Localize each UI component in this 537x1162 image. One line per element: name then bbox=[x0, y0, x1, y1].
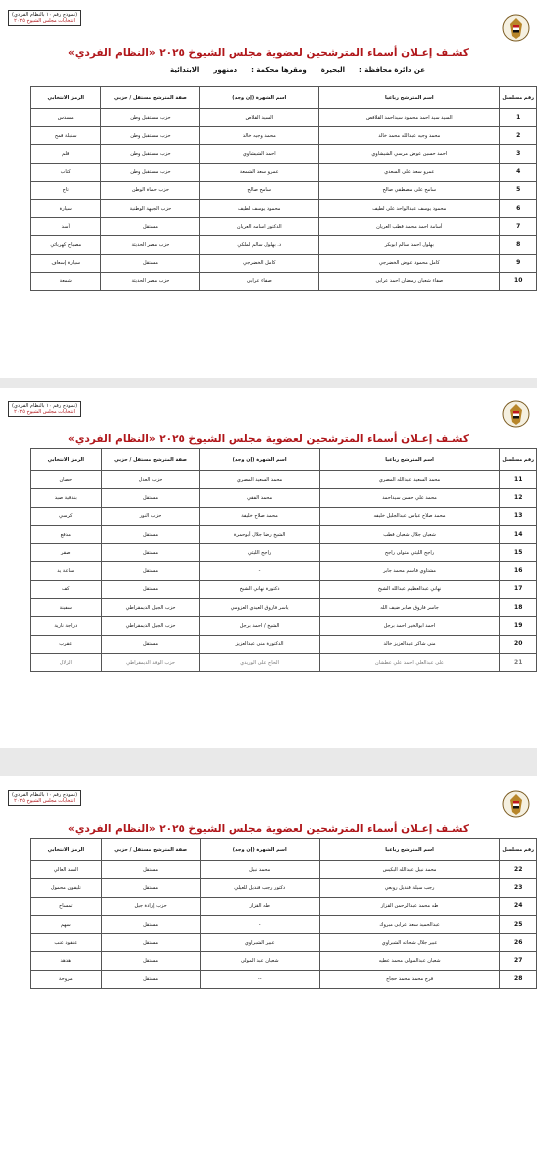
stamp-line-2: انتخابات مجلس الشيوخ ٢٠٢٥ bbox=[14, 18, 75, 24]
cell-nickname: - bbox=[200, 915, 319, 933]
cell-nickname: محمد نبيل bbox=[200, 861, 319, 879]
cell-nickname: محمود يوسف لطيف bbox=[200, 199, 319, 217]
cell-nickname: راجح الليثي bbox=[200, 544, 319, 562]
cell-nickname: دكتور رجب قنديل للعيلي bbox=[200, 879, 319, 897]
table-row bbox=[31, 272, 537, 290]
cell-type: مستقل bbox=[101, 952, 200, 970]
cell-nickname: السيد القلاص bbox=[200, 109, 319, 127]
cell-nickname: احمد الشيشاوي bbox=[200, 145, 319, 163]
header-type: صفة المترشح مستقل / حزبي bbox=[101, 839, 200, 861]
cell-nickname: - bbox=[200, 562, 319, 580]
cell-symbol: مدفع bbox=[31, 525, 102, 543]
table-header-row bbox=[31, 449, 537, 471]
stamp-line-1: (نموذج رقم ١٠ بالنظام الفردي) bbox=[12, 792, 78, 798]
cell-name: سامح على مصطفي صالح bbox=[319, 181, 500, 199]
form-stamp bbox=[8, 401, 81, 417]
cell-nickname: د. بهلول سالم لملكي bbox=[200, 236, 319, 254]
header-name: اسم المترشح رباعيا bbox=[319, 449, 500, 471]
cell-type: مستقل bbox=[101, 525, 200, 543]
table-row bbox=[31, 617, 537, 635]
cell-type: مستقل bbox=[101, 934, 200, 952]
header-type: صفة المترشح مستقل / حزبي bbox=[101, 449, 200, 471]
table-row bbox=[31, 236, 537, 254]
cell-name: كامل محمود عوض الخضرجي bbox=[319, 254, 500, 272]
cell-serial: 21 bbox=[500, 653, 537, 671]
cell-type: مستقل bbox=[101, 489, 200, 507]
cell-symbol: كف bbox=[31, 580, 102, 598]
cell-name: احمد ابوالخير احمد برجل bbox=[319, 617, 500, 635]
cell-serial: 19 bbox=[500, 617, 537, 635]
cell-nickname: سامح صالح bbox=[200, 181, 319, 199]
court-label: ومقرها محكمة : bbox=[251, 66, 307, 74]
document-page-2 bbox=[0, 388, 537, 748]
cell-name: أسامة احمد محمد قطب العريان bbox=[319, 218, 500, 236]
cell-name: مشتاوي قاسم محمد جابر bbox=[319, 562, 500, 580]
cell-nickname: صفاء عرابى bbox=[200, 272, 319, 290]
cell-serial: 27 bbox=[500, 952, 537, 970]
table-row bbox=[31, 580, 537, 598]
cell-type: حزب النور bbox=[101, 507, 200, 525]
cell-symbol: تمساح bbox=[31, 897, 102, 915]
court-type: الابتدائية bbox=[170, 66, 200, 74]
cell-serial: 17 bbox=[500, 580, 537, 598]
document-page-1 bbox=[0, 0, 537, 378]
cell-nickname: الشيخ / احمد برجل bbox=[200, 617, 319, 635]
cell-symbol: حصان bbox=[31, 471, 102, 489]
stamp-line-1: (نموذج رقم ١٠ بالنظام الفردي) bbox=[12, 12, 78, 18]
cell-type: مستقل bbox=[101, 562, 200, 580]
cell-serial: 22 bbox=[500, 861, 537, 879]
cell-name: بهلول احمد سالم ابوبكر bbox=[319, 236, 500, 254]
cell-name: صفاء شعبان رمضان احمد عرابى bbox=[319, 272, 500, 290]
cell-name: فرج محمد محمد حجاج bbox=[319, 970, 500, 988]
header-nickname: اسم الشهرة (إن وجد) bbox=[200, 87, 319, 109]
stamp-line-2: انتخابات مجلس الشيوخ ٢٠٢٥ bbox=[14, 798, 75, 804]
cell-name: نهاني عبدالعظيم عبدالله الشيخ bbox=[319, 580, 500, 598]
header-name: اسم المترشح رباعيا bbox=[319, 839, 500, 861]
cell-symbol: سفينة bbox=[31, 599, 102, 617]
cell-symbol: الزلال bbox=[31, 653, 102, 671]
cell-symbol: مصباح كهربائي bbox=[31, 236, 101, 254]
cell-symbol: مسدس bbox=[31, 109, 101, 127]
table-row bbox=[31, 599, 537, 617]
cell-nickname: كامل الخضرجي bbox=[200, 254, 319, 272]
cell-type: حزب مستقبل وطن bbox=[101, 163, 200, 181]
cell-name: محمود يوسف عبدالواحد على لطيف bbox=[319, 199, 500, 217]
cell-type: حزب مصر الحديثة bbox=[101, 236, 200, 254]
cell-symbol: عقرب bbox=[31, 635, 102, 653]
header-symbol: الرمز الانتخابي bbox=[31, 839, 102, 861]
cell-name: راجح الليثي متولى راجح bbox=[319, 544, 500, 562]
cell-serial: 12 bbox=[500, 489, 537, 507]
cell-type: مستقل bbox=[101, 580, 200, 598]
cell-type: حزب الجيل الديمقراطي bbox=[101, 617, 200, 635]
cell-name: عمرو سعد على السعدي bbox=[319, 163, 500, 181]
cell-serial: 7 bbox=[500, 218, 537, 236]
cell-name: على عبدالعلي احمد علي عطشان bbox=[319, 653, 500, 671]
cell-symbol: كرسي bbox=[31, 507, 102, 525]
cell-nickname: شعبان عبد المولى bbox=[200, 952, 319, 970]
table-row bbox=[31, 653, 537, 671]
cell-serial: 11 bbox=[500, 471, 537, 489]
cell-nickname: محمد الفقي bbox=[200, 489, 319, 507]
table-row bbox=[31, 934, 537, 952]
table-row bbox=[31, 163, 537, 181]
cell-type: حزب الجيل الديمقراطي bbox=[101, 599, 200, 617]
cell-name: محمد وجيه عبدالله محمد خالد bbox=[319, 127, 500, 145]
cell-type: مستقل bbox=[101, 218, 200, 236]
egypt-emblem-icon bbox=[501, 12, 531, 44]
cell-name: جاسر فاروق صابر ضيف الله bbox=[319, 599, 500, 617]
table-row bbox=[31, 970, 537, 988]
candidates-table bbox=[30, 86, 537, 291]
table-row bbox=[31, 489, 537, 507]
cell-serial: 16 bbox=[500, 562, 537, 580]
cell-serial: 5 bbox=[500, 181, 537, 199]
table-row bbox=[31, 127, 537, 145]
district-line bbox=[156, 66, 425, 74]
cell-type: حزب إرادة جيل bbox=[101, 897, 200, 915]
cell-symbol: ساعة يد bbox=[31, 562, 102, 580]
cell-nickname: الحاج على الوريدي bbox=[200, 653, 319, 671]
table-row bbox=[31, 145, 537, 163]
document-page-3 bbox=[0, 776, 537, 1162]
cell-symbol: عنقود عنب bbox=[31, 934, 102, 952]
cell-symbol: سيارة إسعاف bbox=[31, 254, 101, 272]
table-row bbox=[31, 525, 537, 543]
header-name: اسم المترشح رباعيا bbox=[319, 87, 500, 109]
cell-symbol: سنبلة قمح bbox=[31, 127, 101, 145]
cell-symbol: كتاب bbox=[31, 163, 101, 181]
table-header-row bbox=[31, 87, 537, 109]
header-serial: رقم مسلسل bbox=[500, 839, 537, 861]
district-gov: البحيرة bbox=[320, 66, 346, 74]
cell-name: احمد حسين عوض مرسي الشيشاوي bbox=[319, 145, 500, 163]
cell-serial: 8 bbox=[500, 236, 537, 254]
cell-type: مستقل bbox=[101, 970, 200, 988]
cell-symbol: أسد bbox=[31, 218, 101, 236]
cell-type: مستقل bbox=[101, 879, 200, 897]
header-nickname: اسم الشهرة (إن وجد) bbox=[200, 449, 319, 471]
form-stamp bbox=[8, 790, 81, 806]
cell-serial: 6 bbox=[500, 199, 537, 217]
cell-serial: 26 bbox=[500, 934, 537, 952]
cell-type: حزب حماة الوطن bbox=[101, 181, 200, 199]
cell-serial: 28 bbox=[500, 970, 537, 988]
cell-symbol: قلم bbox=[31, 145, 101, 163]
cell-nickname: عبير الشبراوي bbox=[200, 934, 319, 952]
table-header-row bbox=[31, 839, 537, 861]
cell-nickname: دكتورة نهاني الشيخ bbox=[200, 580, 319, 598]
cell-serial: 13 bbox=[500, 507, 537, 525]
cell-nickname: محمد السعيد المصري bbox=[200, 471, 319, 489]
cell-type: حزب مصر الحديثة bbox=[101, 272, 200, 290]
table-row bbox=[31, 254, 537, 272]
cell-symbol: تاج bbox=[31, 181, 101, 199]
cell-type: حزب الجبهة الوطنية bbox=[101, 199, 200, 217]
cell-serial: 18 bbox=[500, 599, 537, 617]
cell-name: شعبان عبدالمولى محمد عطيه bbox=[319, 952, 500, 970]
cell-serial: 9 bbox=[500, 254, 537, 272]
cell-name: منى شاكر عبدالعزيز خالد bbox=[319, 635, 500, 653]
cell-type: مستقل bbox=[101, 915, 200, 933]
cell-type: حزب مستقبل وطن bbox=[101, 109, 200, 127]
cell-serial: 10 bbox=[500, 272, 537, 290]
cell-symbol: صقر bbox=[31, 544, 102, 562]
cell-symbol: شمعة bbox=[31, 272, 101, 290]
cell-name: محمد السعيد عبدالله المصري bbox=[319, 471, 500, 489]
cell-symbol: تليفون محمول bbox=[31, 879, 102, 897]
court-name: دمنهور bbox=[213, 66, 238, 74]
table-row bbox=[31, 199, 537, 217]
header-type: صفة المترشح مستقل / حزبي bbox=[101, 87, 200, 109]
table-row bbox=[31, 544, 537, 562]
cell-name: عبدالحميد سعد عرابى مبروك bbox=[319, 915, 500, 933]
header-serial: رقم مسلسل bbox=[500, 449, 537, 471]
egypt-emblem-icon bbox=[501, 398, 531, 430]
table-row bbox=[31, 218, 537, 236]
cell-serial: 2 bbox=[500, 127, 537, 145]
cell-name: رجب سيلة قنديل روبعي bbox=[319, 879, 500, 897]
cell-name: محمد علي حسن سيداحمد bbox=[319, 489, 500, 507]
cell-name: شعبان جلال شعبان قطب bbox=[319, 525, 500, 543]
table-row bbox=[31, 915, 537, 933]
cell-name: السيد سيد احمد محمود سيداحمد القلاقص bbox=[319, 109, 500, 127]
cell-type: مستقل bbox=[101, 635, 200, 653]
table-row bbox=[31, 507, 537, 525]
egypt-emblem-icon bbox=[501, 788, 531, 820]
cell-nickname: الشيخ رضا جلال أبوحمرة bbox=[200, 525, 319, 543]
candidates-table bbox=[30, 838, 537, 989]
table-row bbox=[31, 471, 537, 489]
cell-type: حزب العدل bbox=[101, 471, 200, 489]
cell-nickname: محمد صلاح خليفة bbox=[200, 507, 319, 525]
table-row bbox=[31, 897, 537, 915]
table-row bbox=[31, 562, 537, 580]
cell-nickname: محمد وجيه خالد bbox=[200, 127, 319, 145]
district-label: عن دائرة محافظة : bbox=[359, 66, 425, 74]
table-row bbox=[31, 109, 537, 127]
cell-type: مستقل bbox=[101, 861, 200, 879]
cell-symbol: سهم bbox=[31, 915, 102, 933]
cell-type: مستقل bbox=[101, 544, 200, 562]
cell-symbol: السد العالي bbox=[31, 861, 102, 879]
cell-name: محمد صلاح عباس عبدالجليل خليفه bbox=[319, 507, 500, 525]
cell-type: مستقل bbox=[101, 254, 200, 272]
cell-serial: 24 bbox=[500, 897, 537, 915]
page-title: كشـف إعـلان أسماء المترشحين لعضوية مجلس الشيوخ ٢٠٢٥ «النظام الفردي» bbox=[68, 823, 469, 835]
cell-serial: 14 bbox=[500, 525, 537, 543]
cell-nickname: ياسر فاروق العيدي العزومي bbox=[200, 599, 319, 617]
cell-nickname: عمرو سعد الشمعة bbox=[200, 163, 319, 181]
cell-nickname: الدكتورة منى عبدالعزيز bbox=[200, 635, 319, 653]
header-nickname: اسم الشهرة (إن وجد) bbox=[200, 839, 319, 861]
cell-symbol: سيارة bbox=[31, 199, 101, 217]
header-serial: رقم مسلسل bbox=[500, 87, 537, 109]
table-row bbox=[31, 635, 537, 653]
stamp-line-1: (نموذج رقم ١٠ بالنظام الفردي) bbox=[12, 403, 78, 409]
cell-serial: 25 bbox=[500, 915, 537, 933]
cell-type: حزب مستقبل وطن bbox=[101, 145, 200, 163]
cell-nickname: -- bbox=[200, 970, 319, 988]
cell-nickname: طه القزاز bbox=[200, 897, 319, 915]
cell-name: محمد نبيل عبدالله البكيس bbox=[319, 861, 500, 879]
cell-name: طه محمد عبدالرحمن القزاز bbox=[319, 897, 500, 915]
page-title: كشـف إعـلان أسماء المترشحين لعضوية مجلس الشيوخ ٢٠٢٥ «النظام الفردي» bbox=[68, 47, 469, 59]
cell-serial: 4 bbox=[500, 163, 537, 181]
table-row bbox=[31, 861, 537, 879]
cell-name: عبير جلال شحاته الشبراوي bbox=[319, 934, 500, 952]
cell-nickname: الدكتور اسامه العريان bbox=[200, 218, 319, 236]
table-row bbox=[31, 879, 537, 897]
cell-serial: 20 bbox=[500, 635, 537, 653]
cell-symbol: هدهد bbox=[31, 952, 102, 970]
cell-type: حزب الوفد الديمقراطي bbox=[101, 653, 200, 671]
table-row bbox=[31, 181, 537, 199]
cell-symbol: مروحة bbox=[31, 970, 102, 988]
cell-serial: 1 bbox=[500, 109, 537, 127]
form-stamp bbox=[8, 10, 81, 26]
candidates-table bbox=[30, 448, 537, 672]
header-symbol: الرمز الانتخابي bbox=[31, 87, 101, 109]
cell-serial: 15 bbox=[500, 544, 537, 562]
cell-serial: 23 bbox=[500, 879, 537, 897]
cell-symbol: دراجة نارية bbox=[31, 617, 102, 635]
cell-type: حزب مستقبل وطن bbox=[101, 127, 200, 145]
table-row bbox=[31, 952, 537, 970]
cell-serial: 3 bbox=[500, 145, 537, 163]
header-symbol: الرمز الانتخابي bbox=[31, 449, 102, 471]
page-title: كشـف إعـلان أسماء المترشحين لعضوية مجلس الشيوخ ٢٠٢٥ «النظام الفردي» bbox=[68, 433, 469, 445]
cell-symbol: بندقية صيد bbox=[31, 489, 102, 507]
stamp-line-2: انتخابات مجلس الشيوخ ٢٠٢٥ bbox=[14, 409, 75, 415]
